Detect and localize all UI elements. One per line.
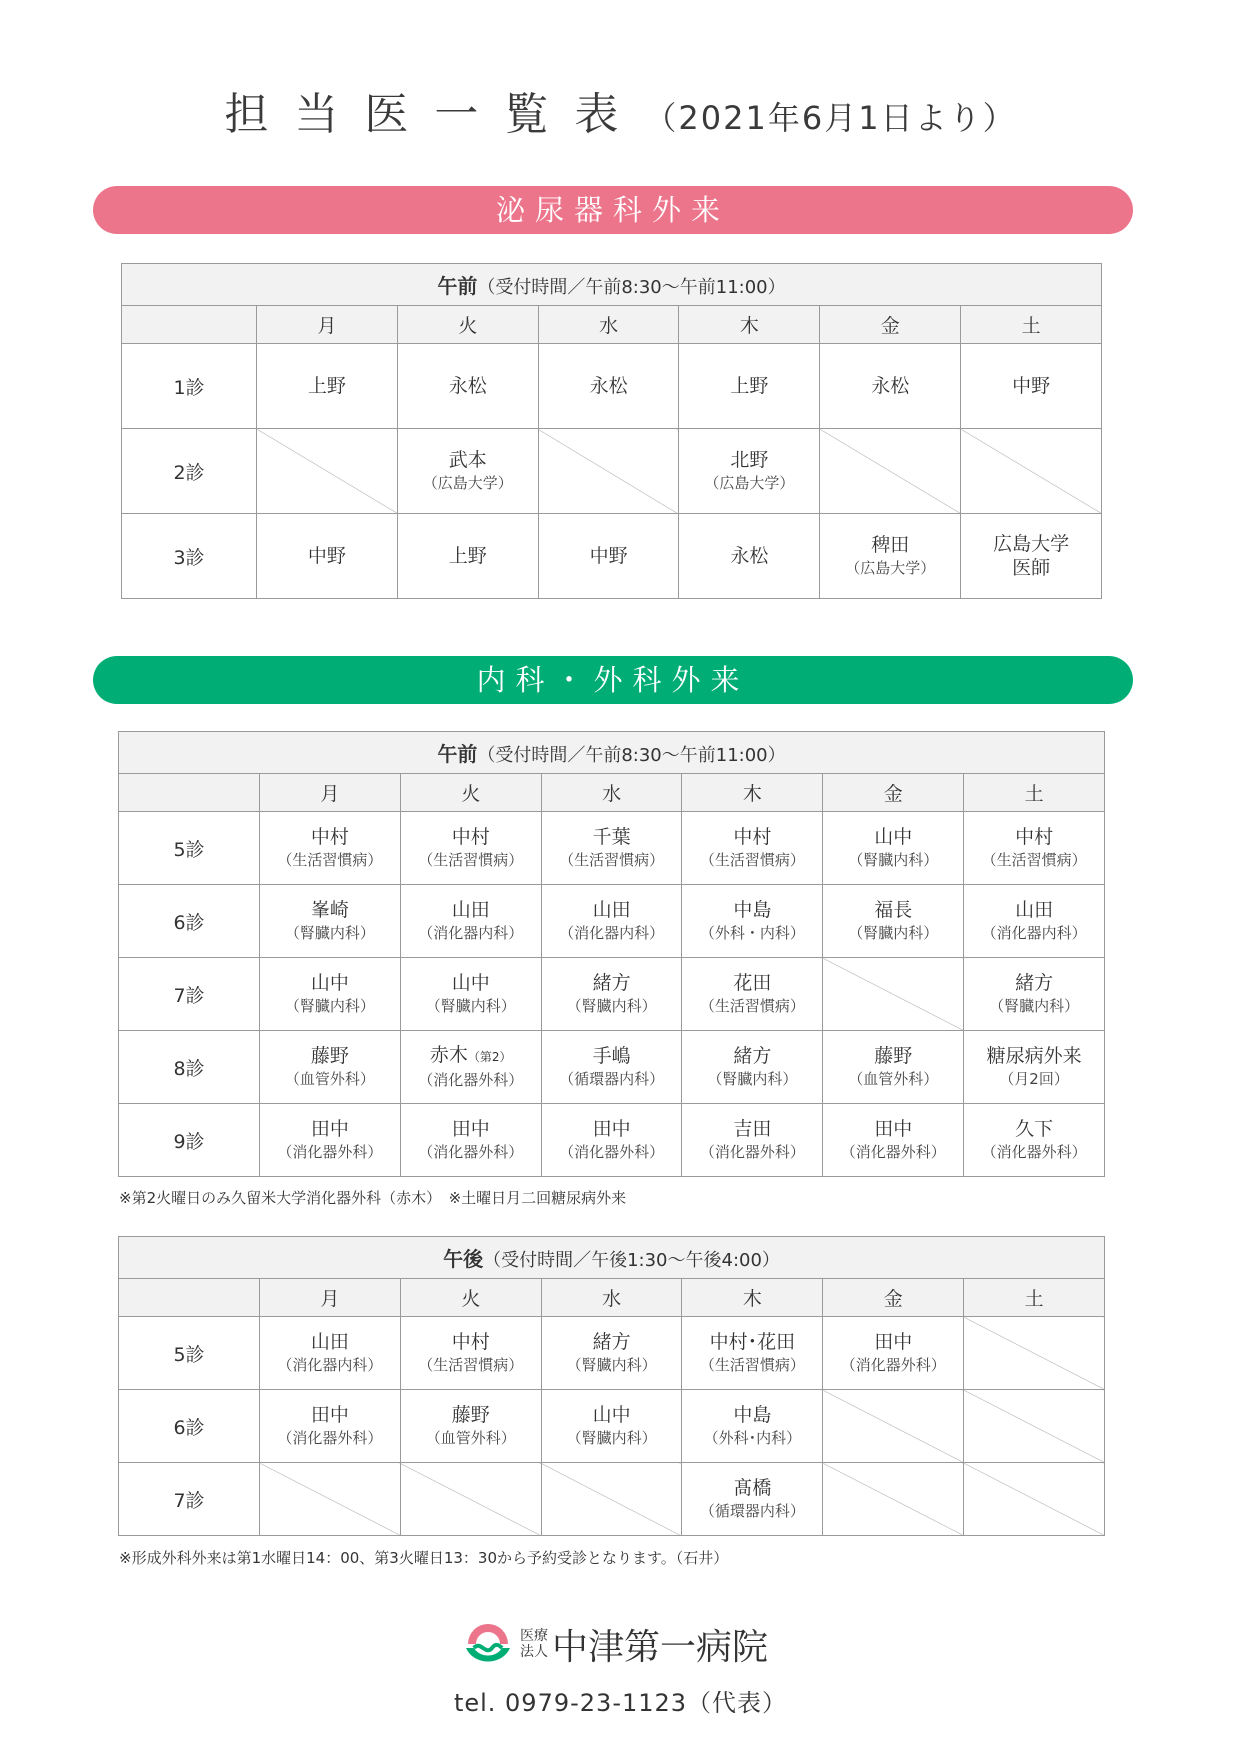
- doctor-name: [542, 1117, 682, 1141]
- doctor-cell: [679, 344, 820, 429]
- doctor-name-text: 山中: [451, 972, 490, 994]
- department-label: （腎臓内科）: [284, 997, 375, 1015]
- weekday-header: 金: [820, 306, 961, 344]
- doctor-name-text: 中島: [733, 1404, 772, 1426]
- doctor-name: [257, 544, 397, 568]
- weekday-header: 木: [682, 774, 823, 812]
- session-header: [122, 264, 1102, 306]
- room-label: 5診: [119, 1317, 260, 1390]
- room-label: 9診: [119, 1104, 260, 1177]
- doctor-name: [679, 544, 819, 568]
- empty-slot: [820, 429, 961, 514]
- doctor-name: [260, 1044, 400, 1068]
- doctor-name: [964, 1044, 1104, 1068]
- doctor-name-text: 広島大学: [993, 533, 1070, 555]
- room-label: 5診: [119, 812, 260, 885]
- department-label: （消化器内科）: [277, 1356, 383, 1374]
- doctor-cell: [260, 885, 401, 958]
- doctor-cell: [961, 514, 1102, 599]
- doctor-cell: [679, 514, 820, 599]
- department-label: （腎臓内科）: [848, 851, 939, 869]
- doctor-name: [823, 1330, 963, 1354]
- empty-slot: [961, 429, 1102, 514]
- doctor-name: [823, 1117, 963, 1141]
- doctor-name: [679, 374, 819, 398]
- table-row: [119, 958, 1105, 1031]
- doctor-name-text: 中村: [733, 826, 772, 848]
- doctor-name: [682, 1403, 822, 1427]
- doctor-name: [820, 374, 960, 398]
- doctor-name-text: 田中: [310, 1404, 349, 1426]
- doctor-name-line2: 医師: [1012, 557, 1051, 579]
- doctor-name: [961, 532, 1101, 556]
- department-label: （腎臓内科）: [566, 997, 657, 1015]
- doctor-name-text: 中野: [1012, 375, 1051, 397]
- department-label: （生活習慣病）: [559, 851, 665, 869]
- empty-slot: [964, 1317, 1105, 1390]
- doctor-cell: [400, 812, 541, 885]
- doctor-name: [964, 1117, 1104, 1141]
- am-note: ※第2火曜日のみ久留米大学消化器外科（赤木） ※土曜日月二回糖尿病外来: [119, 1189, 627, 1207]
- table-row: [119, 812, 1105, 885]
- doctor-name: [260, 1117, 400, 1141]
- weekday-header: 月: [260, 1279, 401, 1317]
- doctor-cell: [964, 1104, 1105, 1177]
- weekday-header: 水: [541, 1279, 682, 1317]
- doctor-name: [260, 1330, 400, 1354]
- department-label: （消化器外科）: [981, 1143, 1087, 1161]
- doctor-cell: [397, 344, 538, 429]
- empty-slot: [541, 1463, 682, 1536]
- empty-slot: [823, 1390, 964, 1463]
- session-period: 午前: [437, 274, 478, 298]
- doctor-cell: [541, 885, 682, 958]
- doctor-cell: [682, 1463, 823, 1536]
- department-label: （生活習慣病）: [699, 851, 805, 869]
- doctor-name: [964, 825, 1104, 849]
- doctor-name-text: 福長: [874, 899, 913, 921]
- doctor-name-text: 山田: [451, 899, 490, 921]
- doctor-cell: [964, 958, 1105, 1031]
- empty-slot: [257, 429, 398, 514]
- doctor-cell: [682, 885, 823, 958]
- doctor-cell: [682, 1031, 823, 1104]
- corner-cell: [119, 774, 260, 812]
- doctor-name: [539, 544, 679, 568]
- room-label: 6診: [119, 885, 260, 958]
- corner-cell: [122, 306, 257, 344]
- doctor-name: [401, 898, 541, 922]
- doctor-name-text: 吉田: [733, 1118, 772, 1140]
- hospital-logo: [0, 1618, 1241, 1678]
- doctor-name: [823, 1044, 963, 1068]
- empty-slot: [964, 1463, 1105, 1536]
- corp-line2: 法人: [520, 1644, 548, 1660]
- weekday-header: 火: [400, 1279, 541, 1317]
- doctor-name: [961, 374, 1101, 398]
- table-row: [119, 1317, 1105, 1390]
- internal-pm-schedule-table: [118, 1236, 1105, 1536]
- department-label: （腎臓内科）: [989, 997, 1080, 1015]
- doctor-name-text: 山田: [310, 1331, 349, 1353]
- doctor-name-text: 中村: [1015, 826, 1054, 848]
- doctor-name-text: 髙橋: [733, 1477, 772, 1499]
- table-row: [119, 1390, 1105, 1463]
- doctor-name-text: 中村: [451, 826, 490, 848]
- table-header-row: [119, 732, 1105, 774]
- doctor-cell: [820, 344, 961, 429]
- corp-line1: 医療: [520, 1628, 548, 1644]
- doctor-name: [539, 374, 679, 398]
- doctor-name-text: 中村: [310, 826, 349, 848]
- doctor-name: [260, 1403, 400, 1427]
- empty-slot: [964, 1390, 1105, 1463]
- week-note: （第2）: [467, 1050, 512, 1064]
- session-hours: （受付時間／午前8:30〜午前11:00）: [477, 277, 786, 298]
- department-label: （生活習慣病）: [699, 997, 805, 1015]
- doctor-cell: [823, 1031, 964, 1104]
- weekday-header: 水: [541, 774, 682, 812]
- doctor-name: [401, 1117, 541, 1141]
- doctor-name-text: 山中: [874, 826, 913, 848]
- doctor-name-text: 久下: [1015, 1118, 1054, 1140]
- doctor-name-text: 山中: [592, 1404, 631, 1426]
- doctor-cell: [400, 1104, 541, 1177]
- department-label: （腎臓内科）: [707, 1070, 798, 1088]
- weekday-header: 土: [961, 306, 1102, 344]
- doctor-cell: [823, 812, 964, 885]
- doctor-cell: [260, 1031, 401, 1104]
- doctor-name: [401, 1043, 541, 1069]
- doctor-cell: [541, 1031, 682, 1104]
- department-label: （腎臓内科）: [284, 924, 375, 942]
- doctor-cell: [260, 812, 401, 885]
- doctor-name: [398, 448, 538, 472]
- doctor-cell: [400, 958, 541, 1031]
- department-label: （消化器外科）: [418, 1143, 524, 1161]
- doctor-cell: [260, 958, 401, 1031]
- department-label: （消化器内科）: [981, 924, 1087, 942]
- doctor-name-text: 糖尿病外来: [986, 1045, 1082, 1067]
- doctor-cell: [260, 1390, 401, 1463]
- doctor-cell: [257, 514, 398, 599]
- doctor-name-text: 緒方: [733, 1045, 772, 1067]
- page-title: [0, 78, 1241, 142]
- doctor-name: [401, 825, 541, 849]
- doctor-name-text: 中島: [733, 899, 772, 921]
- empty-slot: [823, 958, 964, 1031]
- department-label: （外科・内科）: [699, 924, 805, 942]
- weekday-header: 金: [823, 1279, 964, 1317]
- doctor-cell: [820, 514, 961, 599]
- table-row: [119, 1463, 1105, 1536]
- doctor-cell: [823, 1104, 964, 1177]
- table-row: [122, 429, 1102, 514]
- table-row: [119, 1104, 1105, 1177]
- doctor-name-text: 上野: [448, 545, 487, 567]
- doctor-cell: [541, 1390, 682, 1463]
- table-row: [119, 885, 1105, 958]
- doctor-name: [820, 533, 960, 557]
- doctor-name: [542, 825, 682, 849]
- department-label: （循環器内科）: [559, 1070, 665, 1088]
- doctor-cell: [541, 812, 682, 885]
- doctor-cell: [682, 958, 823, 1031]
- doctor-name: [964, 971, 1104, 995]
- doctor-name: [257, 374, 397, 398]
- pm-note: ※形成外科外来は第1水曜日14：00、第3火曜日13：30から予約受診となります。（石井）: [119, 1549, 729, 1567]
- empty-slot: [823, 1463, 964, 1536]
- doctor-cell: [823, 885, 964, 958]
- doctor-cell: [397, 514, 538, 599]
- doctor-name-text: 赤木: [429, 1044, 468, 1066]
- doctor-name-text: 千葉: [592, 826, 631, 848]
- doctor-name-text: 稗田: [871, 534, 910, 556]
- doctor-name-text: 永松: [730, 545, 769, 567]
- weekday-header: 土: [964, 774, 1105, 812]
- doctor-name: [398, 374, 538, 398]
- doctor-name: [679, 448, 819, 472]
- doctor-name-text: 山田: [592, 899, 631, 921]
- title-main: 担当医一覧表: [224, 89, 645, 140]
- doctor-cell: [538, 344, 679, 429]
- doctor-name: [823, 898, 963, 922]
- empty-slot: [260, 1463, 401, 1536]
- doctor-name: [401, 1330, 541, 1354]
- session-period: 午前: [437, 742, 478, 766]
- weekday-row: [119, 1279, 1105, 1317]
- doctor-name-text: 山田: [1015, 899, 1054, 921]
- department-label: （消化器外科）: [277, 1143, 383, 1161]
- department-label: （広島大学）: [845, 559, 936, 577]
- doctor-name: [260, 971, 400, 995]
- session-header: [119, 1237, 1105, 1279]
- doctor-name: [682, 1476, 822, 1500]
- department-label: （腎臓内科）: [425, 997, 516, 1015]
- department-label: （血管外科）: [848, 1070, 939, 1088]
- doctor-name-text: 手嶋: [592, 1045, 631, 1067]
- weekday-header: 土: [964, 1279, 1105, 1317]
- doctor-name: [398, 544, 538, 568]
- table-row: [119, 1031, 1105, 1104]
- room-label: 3診: [122, 514, 257, 599]
- department-label: （消化器外科）: [277, 1429, 383, 1447]
- room-label: 6診: [119, 1390, 260, 1463]
- room-label: 2診: [122, 429, 257, 514]
- doctor-cell: [257, 344, 398, 429]
- table-row: [122, 514, 1102, 599]
- department-label: （生活習慣病）: [418, 851, 524, 869]
- doctor-cell: [397, 429, 538, 514]
- internal-surgery-banner: 内科・外科外来: [93, 656, 1133, 704]
- department-label: （生活習慣病）: [277, 851, 383, 869]
- weekday-header: 木: [682, 1279, 823, 1317]
- weekday-header: 月: [260, 774, 401, 812]
- doctor-name: [542, 1044, 682, 1068]
- telephone: tel. 0979-23-1123（代表）: [453, 1689, 788, 1717]
- department-label: （消化器内科）: [418, 924, 524, 942]
- doctor-cell: [260, 1104, 401, 1177]
- weekday-header: 木: [679, 306, 820, 344]
- department-label: （広島大学）: [422, 474, 513, 492]
- title-date: （2021年6月1日より）: [644, 99, 1017, 137]
- department-label: （血管外科）: [425, 1429, 516, 1447]
- department-label: （血管外科）: [284, 1070, 375, 1088]
- doctor-name-text: 藤野: [451, 1404, 490, 1426]
- doctor-name-text: 藤野: [310, 1045, 349, 1067]
- department-label: （生活習慣病）: [699, 1356, 805, 1374]
- session-header: [119, 732, 1105, 774]
- doctor-name: [260, 825, 400, 849]
- weekday-row: [122, 306, 1102, 344]
- department-label: （月2回）: [999, 1070, 1069, 1088]
- doctor-name-text: 峯崎: [310, 899, 349, 921]
- doctor-name-text: 花田: [733, 972, 772, 994]
- room-label: 7診: [119, 958, 260, 1031]
- doctor-cell: [400, 1317, 541, 1390]
- doctor-cell: [961, 344, 1102, 429]
- session-hours: （受付時間／午後1:30〜午後4:00）: [483, 1250, 780, 1271]
- doctor-name: [542, 1330, 682, 1354]
- doctor-cell: [679, 429, 820, 514]
- doctor-name-text: 北野: [730, 449, 769, 471]
- table-header-row: [119, 1237, 1105, 1279]
- doctor-cell: [964, 885, 1105, 958]
- urology-banner: 泌尿器科外来: [93, 186, 1133, 234]
- doctor-cell: [400, 885, 541, 958]
- table-row: [122, 344, 1102, 429]
- doctor-name-text: 田中: [451, 1118, 490, 1140]
- department-label: （腎臓内科）: [566, 1356, 657, 1374]
- department-label: （腎臓内科）: [848, 924, 939, 942]
- room-label: 8診: [119, 1031, 260, 1104]
- department-label: （外科･内科）: [703, 1429, 802, 1447]
- doctor-name-text: 中野: [589, 545, 628, 567]
- doctor-name-text: 中野: [307, 545, 346, 567]
- hospital-logo-icon: [462, 1618, 514, 1670]
- doctor-name: [542, 898, 682, 922]
- doctor-name-text: 田中: [874, 1331, 913, 1353]
- room-label: 7診: [119, 1463, 260, 1536]
- department-label: （消化器外科）: [699, 1143, 805, 1161]
- doctor-cell: [400, 1390, 541, 1463]
- weekday-header: 火: [400, 774, 541, 812]
- doctor-name-text: 中村: [451, 1331, 490, 1353]
- doctor-cell: [538, 514, 679, 599]
- doctor-name: [542, 1403, 682, 1427]
- doctor-name: [401, 971, 541, 995]
- department-label: （消化器外科）: [840, 1356, 946, 1374]
- doctor-name-text: 永松: [448, 375, 487, 397]
- department-label: （腎臓内科）: [566, 1429, 657, 1447]
- internal-am-schedule-table: [118, 731, 1105, 1177]
- doctor-name-text: 緒方: [1015, 972, 1054, 994]
- doctor-name: [682, 971, 822, 995]
- empty-slot: [538, 429, 679, 514]
- urology-schedule-table: [121, 263, 1102, 599]
- doctor-cell: [400, 1031, 541, 1104]
- corner-cell: [119, 1279, 260, 1317]
- corp-label: [520, 1628, 548, 1660]
- empty-slot: [400, 1463, 541, 1536]
- doctor-name-text: 中村･花田: [709, 1331, 796, 1353]
- doctor-name-text: 山中: [310, 972, 349, 994]
- department-label: （広島大学）: [704, 474, 795, 492]
- doctor-name: [260, 898, 400, 922]
- doctor-name-text: 武本: [448, 449, 487, 471]
- doctor-name-text: 田中: [310, 1118, 349, 1140]
- session-period: 午後: [443, 1247, 484, 1271]
- doctor-name-text: 藤野: [874, 1045, 913, 1067]
- doctor-cell: [541, 958, 682, 1031]
- doctor-cell: [682, 812, 823, 885]
- doctor-cell: [682, 1317, 823, 1390]
- hospital-name: 中津第一病院: [552, 1626, 769, 1668]
- department-label: （消化器外科）: [418, 1071, 524, 1089]
- doctor-name: [401, 1403, 541, 1427]
- doctor-name: [964, 898, 1104, 922]
- doctor-name-text: 緒方: [592, 1331, 631, 1353]
- doctor-name: [682, 898, 822, 922]
- doctor-name-text: 緒方: [592, 972, 631, 994]
- weekday-row: [119, 774, 1105, 812]
- session-hours: （受付時間／午前8:30〜午前11:00）: [477, 745, 786, 766]
- doctor-cell: [541, 1104, 682, 1177]
- doctor-cell: [260, 1317, 401, 1390]
- doctor-name: [682, 825, 822, 849]
- department-label: （生活習慣病）: [418, 1356, 524, 1374]
- doctor-name-text: 上野: [307, 375, 346, 397]
- room-label: 1診: [122, 344, 257, 429]
- department-label: （消化器外科）: [840, 1143, 946, 1161]
- doctor-name: [542, 971, 682, 995]
- weekday-header: 月: [257, 306, 398, 344]
- doctor-name-text: 永松: [871, 375, 910, 397]
- doctor-name: [682, 1117, 822, 1141]
- doctor-cell: [541, 1317, 682, 1390]
- doctor-name: [682, 1044, 822, 1068]
- doctor-name: [682, 1330, 822, 1354]
- weekday-header: 水: [538, 306, 679, 344]
- doctor-cell: [682, 1390, 823, 1463]
- doctor-cell: [964, 812, 1105, 885]
- doctor-name-text: 田中: [592, 1118, 631, 1140]
- doctor-cell: [823, 1317, 964, 1390]
- table-header-row: [122, 264, 1102, 306]
- department-label: （消化器外科）: [559, 1143, 665, 1161]
- department-label: （消化器内科）: [559, 924, 665, 942]
- department-label: （循環器内科）: [699, 1502, 805, 1520]
- weekday-header: 火: [397, 306, 538, 344]
- doctor-name: [823, 825, 963, 849]
- doctor-cell: [964, 1031, 1105, 1104]
- doctor-name-text: 永松: [589, 375, 628, 397]
- doctor-cell: [682, 1104, 823, 1177]
- doctor-name-text: 田中: [874, 1118, 913, 1140]
- doctor-name-text: 上野: [730, 375, 769, 397]
- weekday-header: 金: [823, 774, 964, 812]
- department-label: （生活習慣病）: [981, 851, 1087, 869]
